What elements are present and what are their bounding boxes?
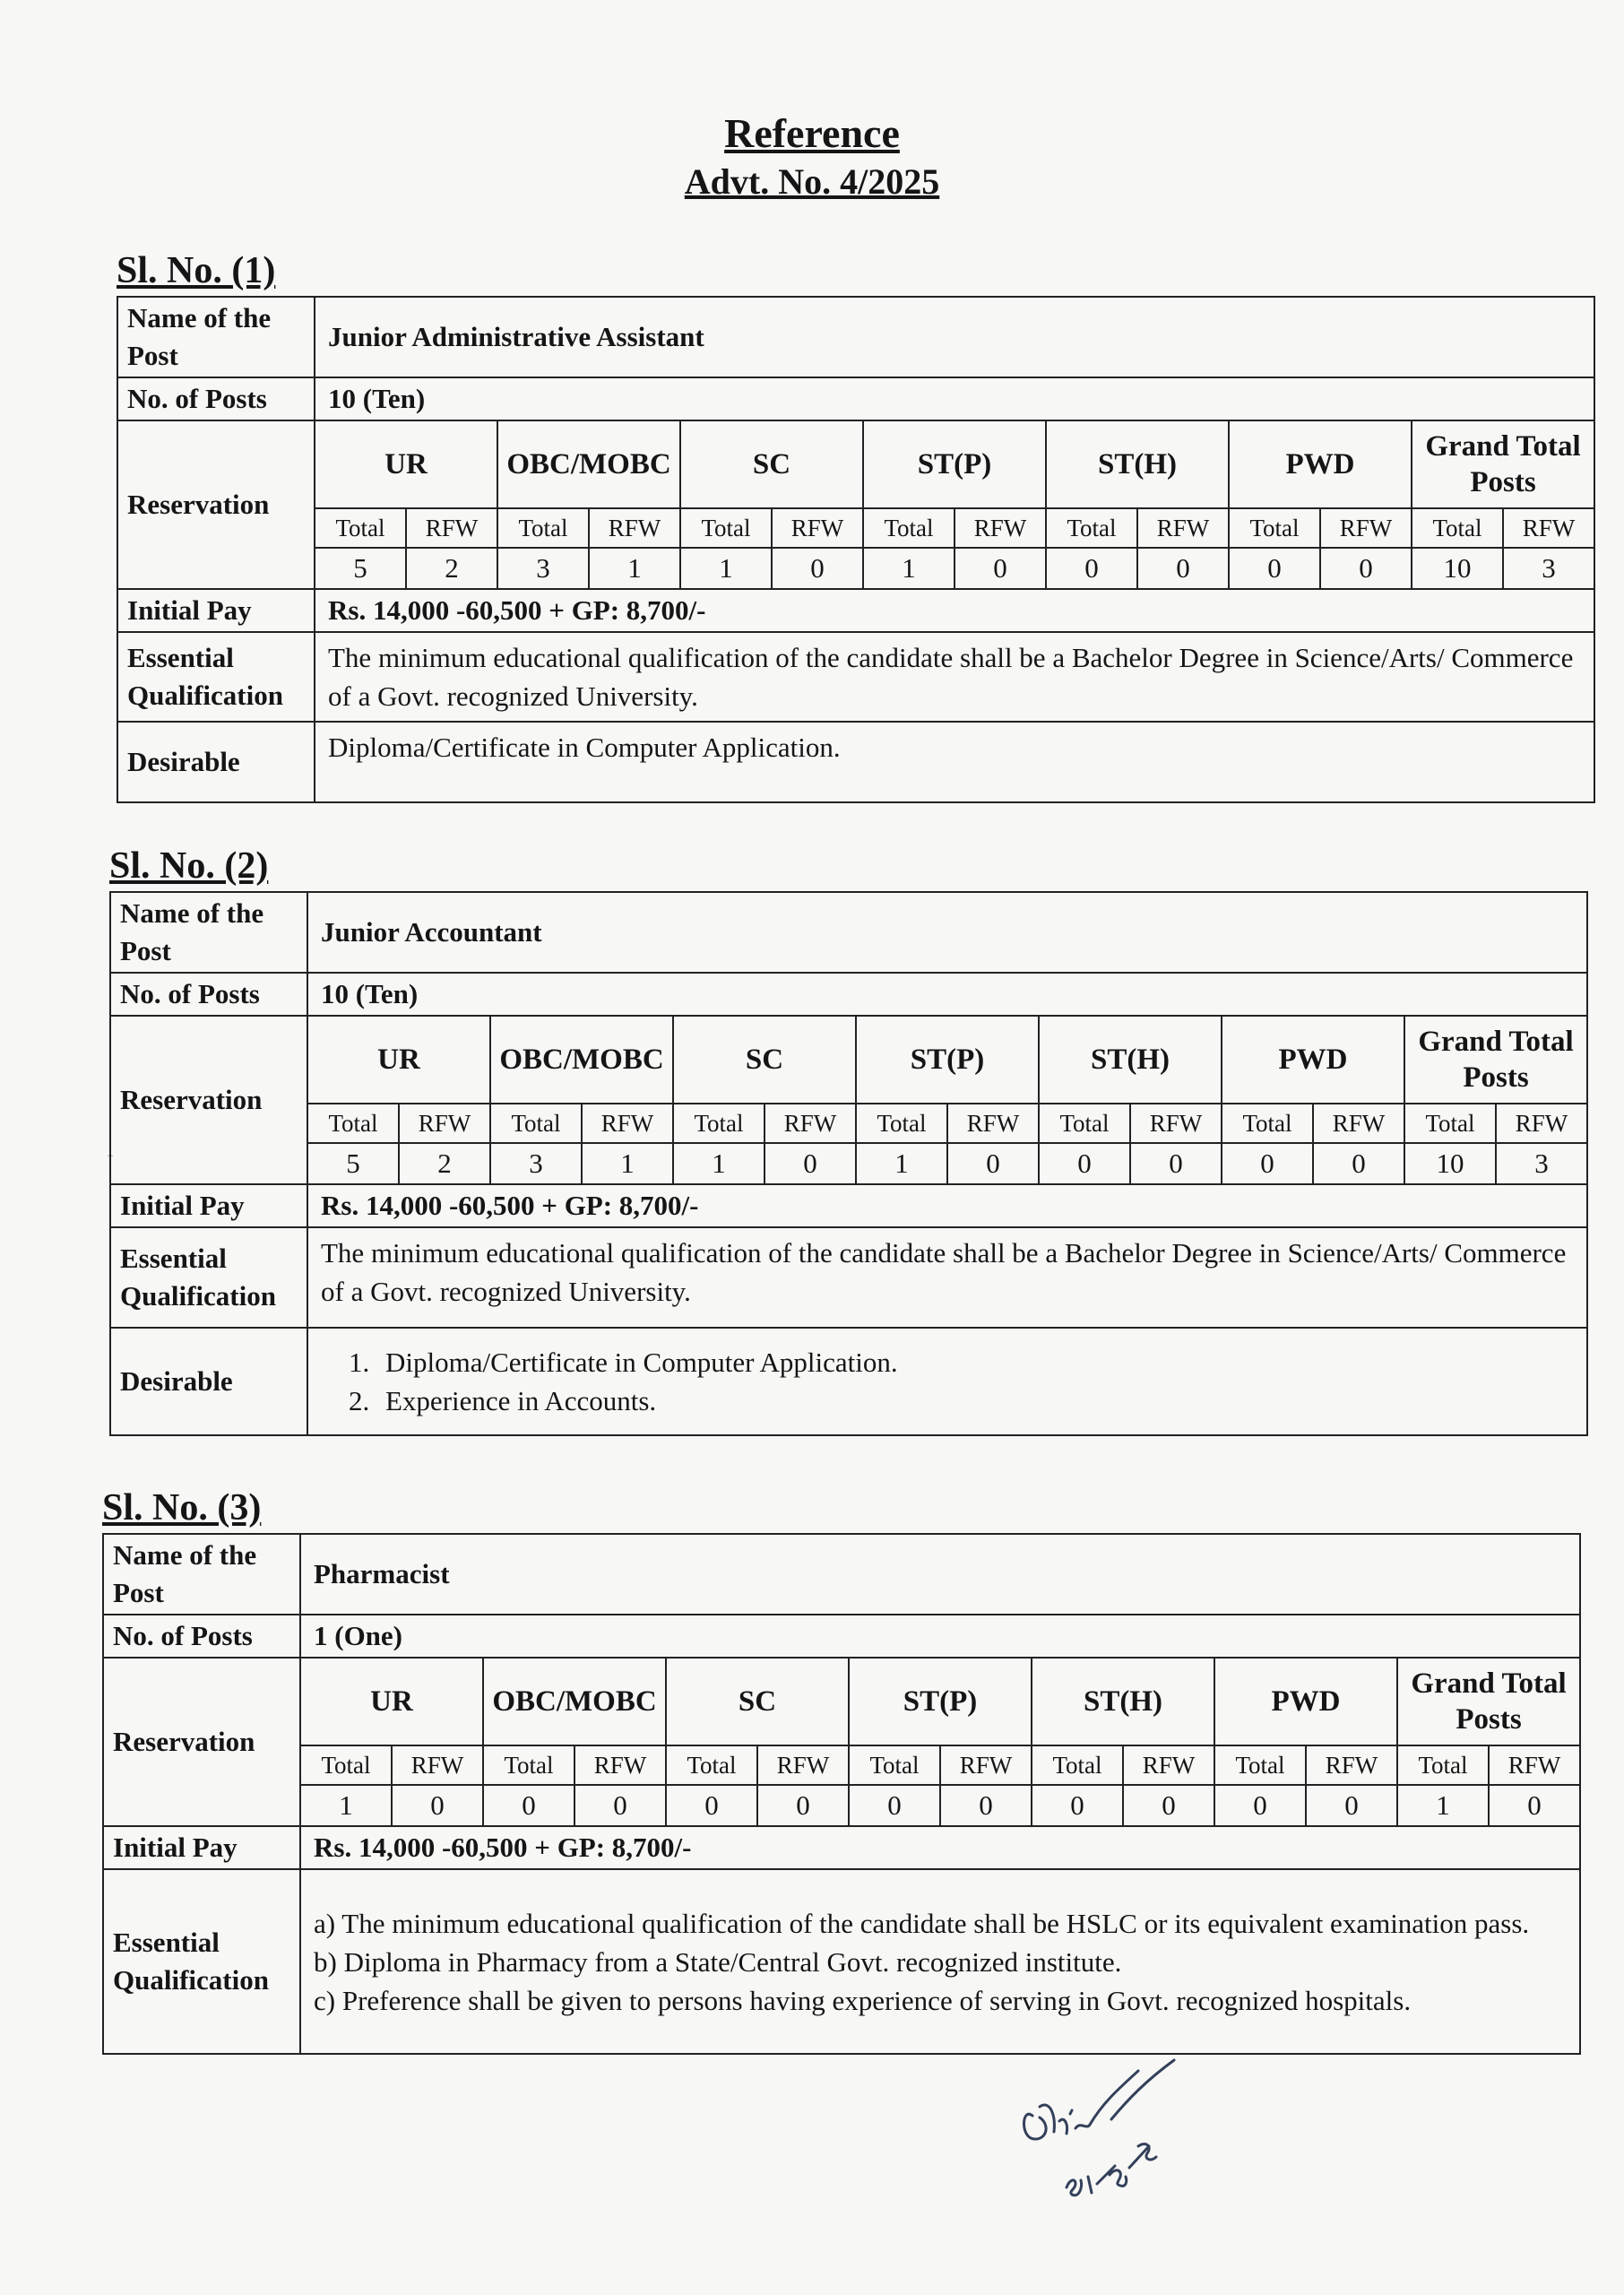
value-stp-total: 0 <box>849 1785 940 1826</box>
no-of-posts: 1 (One) <box>300 1615 1580 1658</box>
category-grand-total: Grand Total Posts <box>1412 420 1594 508</box>
value-grand-rfw: 0 <box>1489 1785 1580 1826</box>
label-no-of-posts: No. of Posts <box>117 377 315 420</box>
value-stp-total: 1 <box>863 548 955 589</box>
value-pwd-rfw: 0 <box>1320 548 1412 589</box>
value-ur-total: 5 <box>307 1143 399 1184</box>
value-grand-total: 10 <box>1404 1143 1496 1184</box>
value-pwd-rfw: 0 <box>1306 1785 1397 1826</box>
serial-number: Sl. No. (2) <box>109 845 269 887</box>
value-obc-total: 3 <box>490 1143 582 1184</box>
value-stp-rfw: 0 <box>940 1785 1032 1826</box>
category-st-p: ST(P) <box>849 1658 1032 1745</box>
value-grand-rfw: 3 <box>1496 1143 1587 1184</box>
subheader-rfw: RFW <box>757 1745 849 1785</box>
subheader-total: Total <box>673 1104 764 1143</box>
category-st-h: ST(H) <box>1032 1658 1214 1745</box>
initial-pay: Rs. 14,000 -60,500 + GP: 8,700/- <box>315 589 1594 632</box>
category-obc-mobc: OBC/MOBC <box>490 1016 673 1104</box>
category-ur: UR <box>307 1016 490 1104</box>
subheader-total: Total <box>1032 1745 1123 1785</box>
category-st-h: ST(H) <box>1046 420 1229 508</box>
post-table <box>102 1533 1581 2055</box>
label-no-of-posts: No. of Posts <box>110 973 307 1016</box>
subheader-total: Total <box>315 508 406 548</box>
value-sth-rfw: 0 <box>1123 1785 1214 1826</box>
subheader-rfw: RFW <box>1496 1104 1587 1143</box>
value-obc-rfw: 1 <box>589 548 680 589</box>
label-initial-pay: Initial Pay <box>117 589 315 632</box>
value-ur-rfw: 2 <box>406 548 497 589</box>
subheader-rfw: RFW <box>764 1104 856 1143</box>
value-sth-total: 0 <box>1039 1143 1130 1184</box>
label-reservation: Reservation <box>103 1658 300 1826</box>
essential-qualification <box>300 1869 1580 2054</box>
subheader-total: Total <box>1397 1745 1489 1785</box>
value-stp-total: 1 <box>856 1143 947 1184</box>
post-table <box>117 296 1595 803</box>
page-header <box>0 108 1624 204</box>
subheader-total: Total <box>300 1745 392 1785</box>
essential-item: b) Diploma in Pharmacy from a State/Central Govt. recognized institute. <box>314 1945 1122 1978</box>
essential-qualification: The minimum educational qualification of the candidate shall be a Bachelor Degree in Science/Arts/ Commerce of a Govt. recognized University. <box>307 1227 1587 1328</box>
subheader-rfw: RFW <box>1130 1104 1222 1143</box>
subheader-rfw: RFW <box>392 1745 483 1785</box>
label-name-of-post: Name of the Post <box>110 892 307 973</box>
value-pwd-total: 0 <box>1229 548 1320 589</box>
value-stp-rfw: 0 <box>955 548 1046 589</box>
initial-pay: Rs. 14,000 -60,500 + GP: 8,700/- <box>307 1184 1587 1227</box>
essential-item: a) The minimum educational qualification of the candidate shall be HSLC or its equivalent examination pass. <box>314 1907 1530 1939</box>
subheader-total: Total <box>1039 1104 1130 1143</box>
value-grand-total: 1 <box>1397 1785 1489 1826</box>
value-sth-total: 0 <box>1032 1785 1123 1826</box>
category-grand-total: Grand Total Posts <box>1404 1016 1587 1104</box>
value-sth-rfw: 0 <box>1137 548 1229 589</box>
desirable-item: 2. Experience in Accounts. <box>376 1381 1574 1420</box>
subheader-rfw: RFW <box>399 1104 490 1143</box>
subheader-total: Total <box>490 1104 582 1143</box>
subheader-rfw: RFW <box>1137 508 1229 548</box>
no-of-posts: 10 (Ten) <box>315 377 1594 420</box>
label-desirable: Desirable <box>117 722 315 802</box>
category-obc-mobc: OBC/MOBC <box>483 1658 666 1745</box>
subheader-rfw: RFW <box>1123 1745 1214 1785</box>
category-ur: UR <box>315 420 497 508</box>
post-section-3 <box>102 1483 1581 2055</box>
signature-date: 31/3/25 <box>108 1156 114 1157</box>
essential-list <box>314 1904 1567 2020</box>
post-section-1 <box>117 246 1595 803</box>
category-st-h: ST(H) <box>1039 1016 1222 1104</box>
value-sc-rfw: 0 <box>764 1143 856 1184</box>
category-grand-total: Grand Total Posts <box>1397 1658 1580 1745</box>
category-obc-mobc: OBC/MOBC <box>497 420 680 508</box>
value-grand-total: 10 <box>1412 548 1503 589</box>
subheader-rfw: RFW <box>1503 508 1594 548</box>
value-sc-rfw: 0 <box>772 548 863 589</box>
subheader-rfw: RFW <box>406 508 497 548</box>
subheader-total: Total <box>666 1745 757 1785</box>
value-obc-rfw: 1 <box>582 1143 673 1184</box>
desirable-qualification <box>307 1328 1587 1435</box>
value-pwd-rfw: 0 <box>1313 1143 1404 1184</box>
serial-number: Sl. No. (3) <box>102 1487 262 1529</box>
value-ur-total: 1 <box>300 1785 392 1826</box>
value-sc-total: 1 <box>680 548 772 589</box>
subheader-rfw: RFW <box>947 1104 1039 1143</box>
label-initial-pay: Initial Pay <box>103 1826 300 1869</box>
subheader-rfw: RFW <box>1313 1104 1404 1143</box>
value-grand-rfw: 3 <box>1503 548 1594 589</box>
signature-scribble <box>1024 2060 1175 2195</box>
subheader-total: Total <box>1412 508 1503 548</box>
desirable-item: 1. Diploma/Certificate in Computer Application. <box>376 1343 1574 1381</box>
label-desirable: Desirable <box>110 1328 307 1435</box>
value-sth-total: 0 <box>1046 548 1137 589</box>
subheader-rfw: RFW <box>1320 508 1412 548</box>
post-table <box>109 891 1588 1436</box>
subheader-total: Total <box>863 508 955 548</box>
subheader-total: Total <box>680 508 772 548</box>
subheader-rfw: RFW <box>582 1104 673 1143</box>
label-reservation: Reservation <box>117 420 315 589</box>
subheader-rfw: RFW <box>772 508 863 548</box>
subheader-rfw: RFW <box>1306 1745 1397 1785</box>
value-stp-rfw: 0 <box>947 1143 1039 1184</box>
category-st-p: ST(P) <box>856 1016 1039 1104</box>
subheader-total: Total <box>1404 1104 1496 1143</box>
no-of-posts: 10 (Ten) <box>307 973 1587 1016</box>
subheader-total: Total <box>497 508 589 548</box>
initial-pay: Rs. 14,000 -60,500 + GP: 8,700/- <box>300 1826 1580 1869</box>
label-initial-pay: Initial Pay <box>110 1184 307 1227</box>
category-sc: SC <box>666 1658 849 1745</box>
page-title: Reference <box>724 110 900 156</box>
desirable-list <box>321 1343 1574 1420</box>
serial-number: Sl. No. (1) <box>117 250 276 291</box>
subheader-rfw: RFW <box>589 508 680 548</box>
desirable-qualification: Diploma/Certificate in Computer Application. <box>315 722 1594 802</box>
subheader-total: Total <box>856 1104 947 1143</box>
category-ur: UR <box>300 1658 483 1745</box>
value-obc-total: 3 <box>497 548 589 589</box>
post-section-2 <box>109 841 1588 1436</box>
value-ur-rfw: 2 <box>399 1143 490 1184</box>
label-essential-qualification: Essential Qualification <box>117 632 315 722</box>
subheader-total: Total <box>1222 1104 1313 1143</box>
essential-qualification: The minimum educational qualification of the candidate shall be a Bachelor Degree in Science/Arts/ Commerce of a Govt. recognized University. <box>315 632 1594 722</box>
label-essential-qualification: Essential Qualification <box>103 1869 300 2054</box>
subheader-total: Total <box>1229 508 1320 548</box>
category-st-p: ST(P) <box>863 420 1046 508</box>
value-ur-rfw: 0 <box>392 1785 483 1826</box>
subheader-rfw: RFW <box>940 1745 1032 1785</box>
post-name: Junior Accountant <box>307 892 1587 973</box>
value-pwd-total: 0 <box>1214 1785 1306 1826</box>
subheader-total: Total <box>1046 508 1137 548</box>
subheader-rfw: RFW <box>574 1745 666 1785</box>
value-sc-total: 0 <box>666 1785 757 1826</box>
category-sc: SC <box>680 420 863 508</box>
category-pwd: PWD <box>1229 420 1412 508</box>
subheader-total: Total <box>483 1745 574 1785</box>
advertisement-number: Advt. No. 4/2025 <box>684 161 940 202</box>
subheader-total: Total <box>1214 1745 1306 1785</box>
value-sc-rfw: 0 <box>757 1785 849 1826</box>
label-no-of-posts: No. of Posts <box>103 1615 300 1658</box>
value-sc-total: 1 <box>673 1143 764 1184</box>
category-sc: SC <box>673 1016 856 1104</box>
label-essential-qualification: Essential Qualification <box>110 1227 307 1328</box>
label-name-of-post: Name of the Post <box>117 297 315 377</box>
subheader-rfw: RFW <box>955 508 1046 548</box>
value-sth-rfw: 0 <box>1130 1143 1222 1184</box>
label-name-of-post: Name of the Post <box>103 1534 300 1615</box>
post-name: Junior Administrative Assistant <box>315 297 1594 377</box>
subheader-rfw: RFW <box>1489 1745 1580 1785</box>
subheader-total: Total <box>849 1745 940 1785</box>
value-obc-rfw: 0 <box>574 1785 666 1826</box>
post-name: Pharmacist <box>300 1534 1580 1615</box>
value-ur-total: 5 <box>315 548 406 589</box>
value-obc-total: 0 <box>483 1785 574 1826</box>
category-pwd: PWD <box>1222 1016 1404 1104</box>
category-pwd: PWD <box>1214 1658 1397 1745</box>
essential-item: c) Preference shall be given to persons having experience of serving in Govt. recognized hospitals. <box>314 1984 1412 2016</box>
label-reservation: Reservation <box>110 1016 307 1184</box>
value-pwd-total: 0 <box>1222 1143 1313 1184</box>
subheader-total: Total <box>307 1104 399 1143</box>
